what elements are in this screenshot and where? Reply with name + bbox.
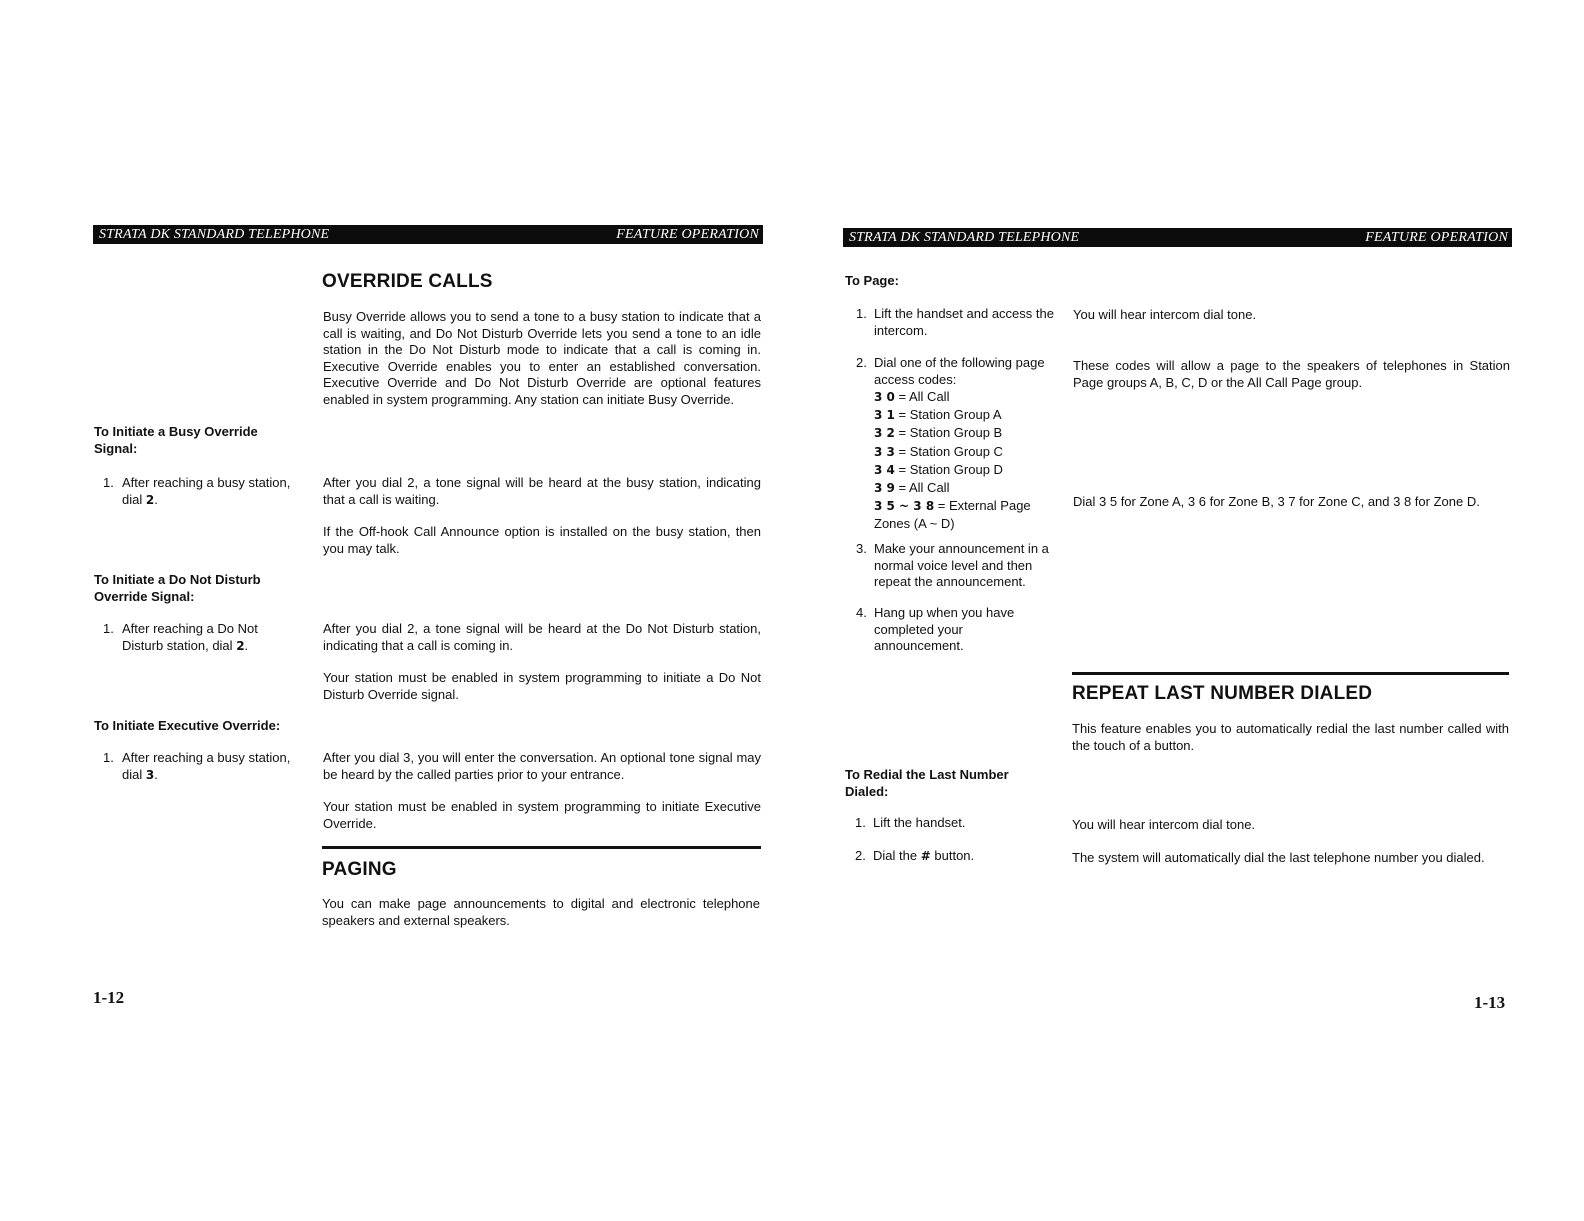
exec-result-2: Your station must be enabled in system programming to initiate Executive Override.	[323, 799, 761, 831]
dnd-override-heading	[94, 571, 261, 605]
page-code-item	[874, 443, 1059, 461]
redial-step-1-result: You will hear intercom dial tone.	[1072, 817, 1256, 832]
redial-step-2-text-a: Dial the	[873, 848, 918, 863]
page-step-3-text: Make your announcement in a normal voice level and then repeat the announcement.	[874, 541, 1049, 589]
page-code-key: 3 9	[874, 481, 895, 496]
paging-rule	[322, 846, 761, 849]
right-page-number: 1-13	[1474, 993, 1506, 1012]
override-intro: Busy Override allows you to send a tone to a busy station to indicate that a call is waiting, and Do Not Disturb Override lets you send a tone to an idle station in the Do Not Disturb mode to indicate that a call is coming in. Executive Override enables you to enter an established conversation. Executive Override and Do Not Disturb Override are optional features enabled in system programming. Any station can initiate Busy Override.	[323, 309, 761, 407]
page-code-key: 3 3	[874, 444, 895, 459]
busy-step-text: After reaching a busy station, dial	[122, 475, 291, 507]
busy-result-1: After you dial 2, a tone signal will be heard at the busy station, indicating that a call is waiting.	[323, 475, 761, 507]
exec-step: After reaching a busy station, dial 3.	[122, 750, 291, 782]
busy-result-2: If the Off-hook Call Announce option is installed on the busy station, then you may talk.	[323, 524, 761, 556]
busy-step-key: 2	[145, 492, 155, 507]
left-running-header	[93, 225, 763, 244]
left-page-number: 1-12	[93, 988, 125, 1007]
exec-step-number: 1.	[103, 750, 114, 765]
page-code-key: 3 1	[874, 408, 895, 423]
page-code-desc: = External Page Zones (A ~ D)	[874, 498, 1031, 532]
busy-override-heading-line2: Signal:	[94, 441, 138, 456]
page-code-desc: = All Call	[898, 480, 950, 496]
page-code-item	[874, 479, 1059, 497]
dnd-step-number: 1.	[103, 621, 114, 636]
busy-step: After reaching a busy station, dial 2.	[122, 475, 291, 507]
page-code-desc: = Station Group C	[898, 443, 1003, 459]
hash-key-icon: #	[920, 849, 931, 863]
page-code-list	[874, 388, 1059, 533]
busy-step-number: 1.	[103, 475, 114, 490]
page-step-4-text: Hang up when you have completed your announcement.	[874, 605, 1015, 653]
exec-step-key: 3	[145, 767, 155, 782]
page-code-item	[874, 424, 1059, 442]
redial-step-1-text: Lift the handset.	[873, 815, 966, 830]
redial-heading-line1: To Redial the Last Number	[845, 767, 1009, 782]
page-code-key: 3 2	[874, 426, 895, 441]
redial-step-2-result: The system will automatically dial the last telephone number you dialed.	[1072, 850, 1485, 865]
repeat-intro: This feature enables you to automatically redial the last number called with the touch of a button.	[1072, 721, 1509, 753]
right-header-section: FEATURE OPERATION	[1365, 230, 1508, 245]
page-step-2-text: Dial one of the following page access codes:	[874, 355, 1045, 387]
exec-step-text: After reaching a busy station, dial	[122, 750, 291, 782]
redial-step-2-text-b: button.	[934, 848, 975, 863]
page-code-desc: = Station Group D	[898, 461, 1003, 477]
redial-heading	[845, 766, 1009, 800]
page-code-desc: = All Call	[898, 389, 950, 404]
page-code-item	[874, 461, 1059, 479]
paging-title: PAGING	[322, 859, 397, 880]
paging-intro: You can make page announcements to digital and electronic telephone speakers and external speakers.	[322, 896, 760, 928]
redial-step-1-number: 1.	[855, 815, 866, 830]
dnd-result-2: Your station must be enabled in system programming to initiate a Do Not Disturb Override signal.	[323, 670, 761, 702]
to-page-heading: To Page:	[845, 273, 899, 288]
right-header-title: STRATA DK STANDARD TELEPHONE	[849, 230, 1080, 245]
page-code-key: 3 0	[874, 390, 895, 404]
page-code-item	[874, 406, 1059, 424]
repeat-title: REPEAT LAST NUMBER DIALED	[1072, 683, 1373, 704]
page-step-1-result: You will hear intercom dial tone.	[1073, 307, 1257, 322]
page-step-4-number: 4.	[856, 605, 867, 620]
busy-override-heading	[94, 423, 258, 457]
dnd-override-heading-line1: To Initiate a Do Not Disturb	[94, 572, 261, 587]
exec-override-heading: To Initiate Executive Override:	[94, 718, 281, 733]
page-code-key: 3 5 ~ 3 8	[874, 499, 935, 514]
page-code-item	[874, 388, 1059, 406]
dnd-step: After reaching a Do Not Disturb station, dial 2.	[122, 621, 258, 653]
dnd-override-heading-line2: Override Signal:	[94, 589, 195, 604]
repeat-rule	[1072, 672, 1509, 675]
page-code-desc: = Station Group B	[898, 425, 1003, 441]
exec-result-1: After you dial 3, you will enter the conversation. An optional tone signal may be heard by the called parties prior to your entrance.	[323, 750, 761, 782]
dnd-result-1: After you dial 2, a tone signal will be heard at the Do Not Disturb station, indicating that a call is coming in.	[323, 621, 761, 653]
left-header-title: STRATA DK STANDARD TELEPHONE	[99, 227, 330, 242]
dnd-step-key: 2	[236, 638, 245, 653]
page-code-item	[874, 497, 1044, 532]
page-step-1-text: Lift the handset and access the intercom.	[874, 306, 1054, 338]
page-step-2-result: These codes will allow a page to the speakers of telephones in Station Page groups A, B, C, D or the All Call Page group.	[1073, 358, 1510, 390]
redial-step-2-number: 2.	[855, 848, 866, 863]
right-running-header	[843, 228, 1512, 247]
override-calls-title: OVERRIDE CALLS	[322, 271, 493, 292]
redial-step-2	[873, 848, 974, 865]
redial-heading-line2: Dialed:	[845, 784, 889, 799]
page-step-3-number: 3.	[856, 541, 867, 556]
left-header-section: FEATURE OPERATION	[616, 227, 759, 242]
page-step-1-number: 1.	[856, 306, 867, 321]
busy-override-heading-line1: To Initiate a Busy Override	[94, 424, 258, 439]
page-code-desc: = Station Group A	[898, 407, 1002, 423]
page-zones-result: Dial 3 5 for Zone A, 3 6 for Zone B, 3 7 for Zone C, and 3 8 for Zone D.	[1073, 494, 1480, 509]
page-step-2-number: 2.	[856, 355, 867, 370]
dnd-step-text: After reaching a Do Not Disturb station, dial	[122, 621, 258, 653]
page-code-key: 3 4	[874, 462, 895, 477]
